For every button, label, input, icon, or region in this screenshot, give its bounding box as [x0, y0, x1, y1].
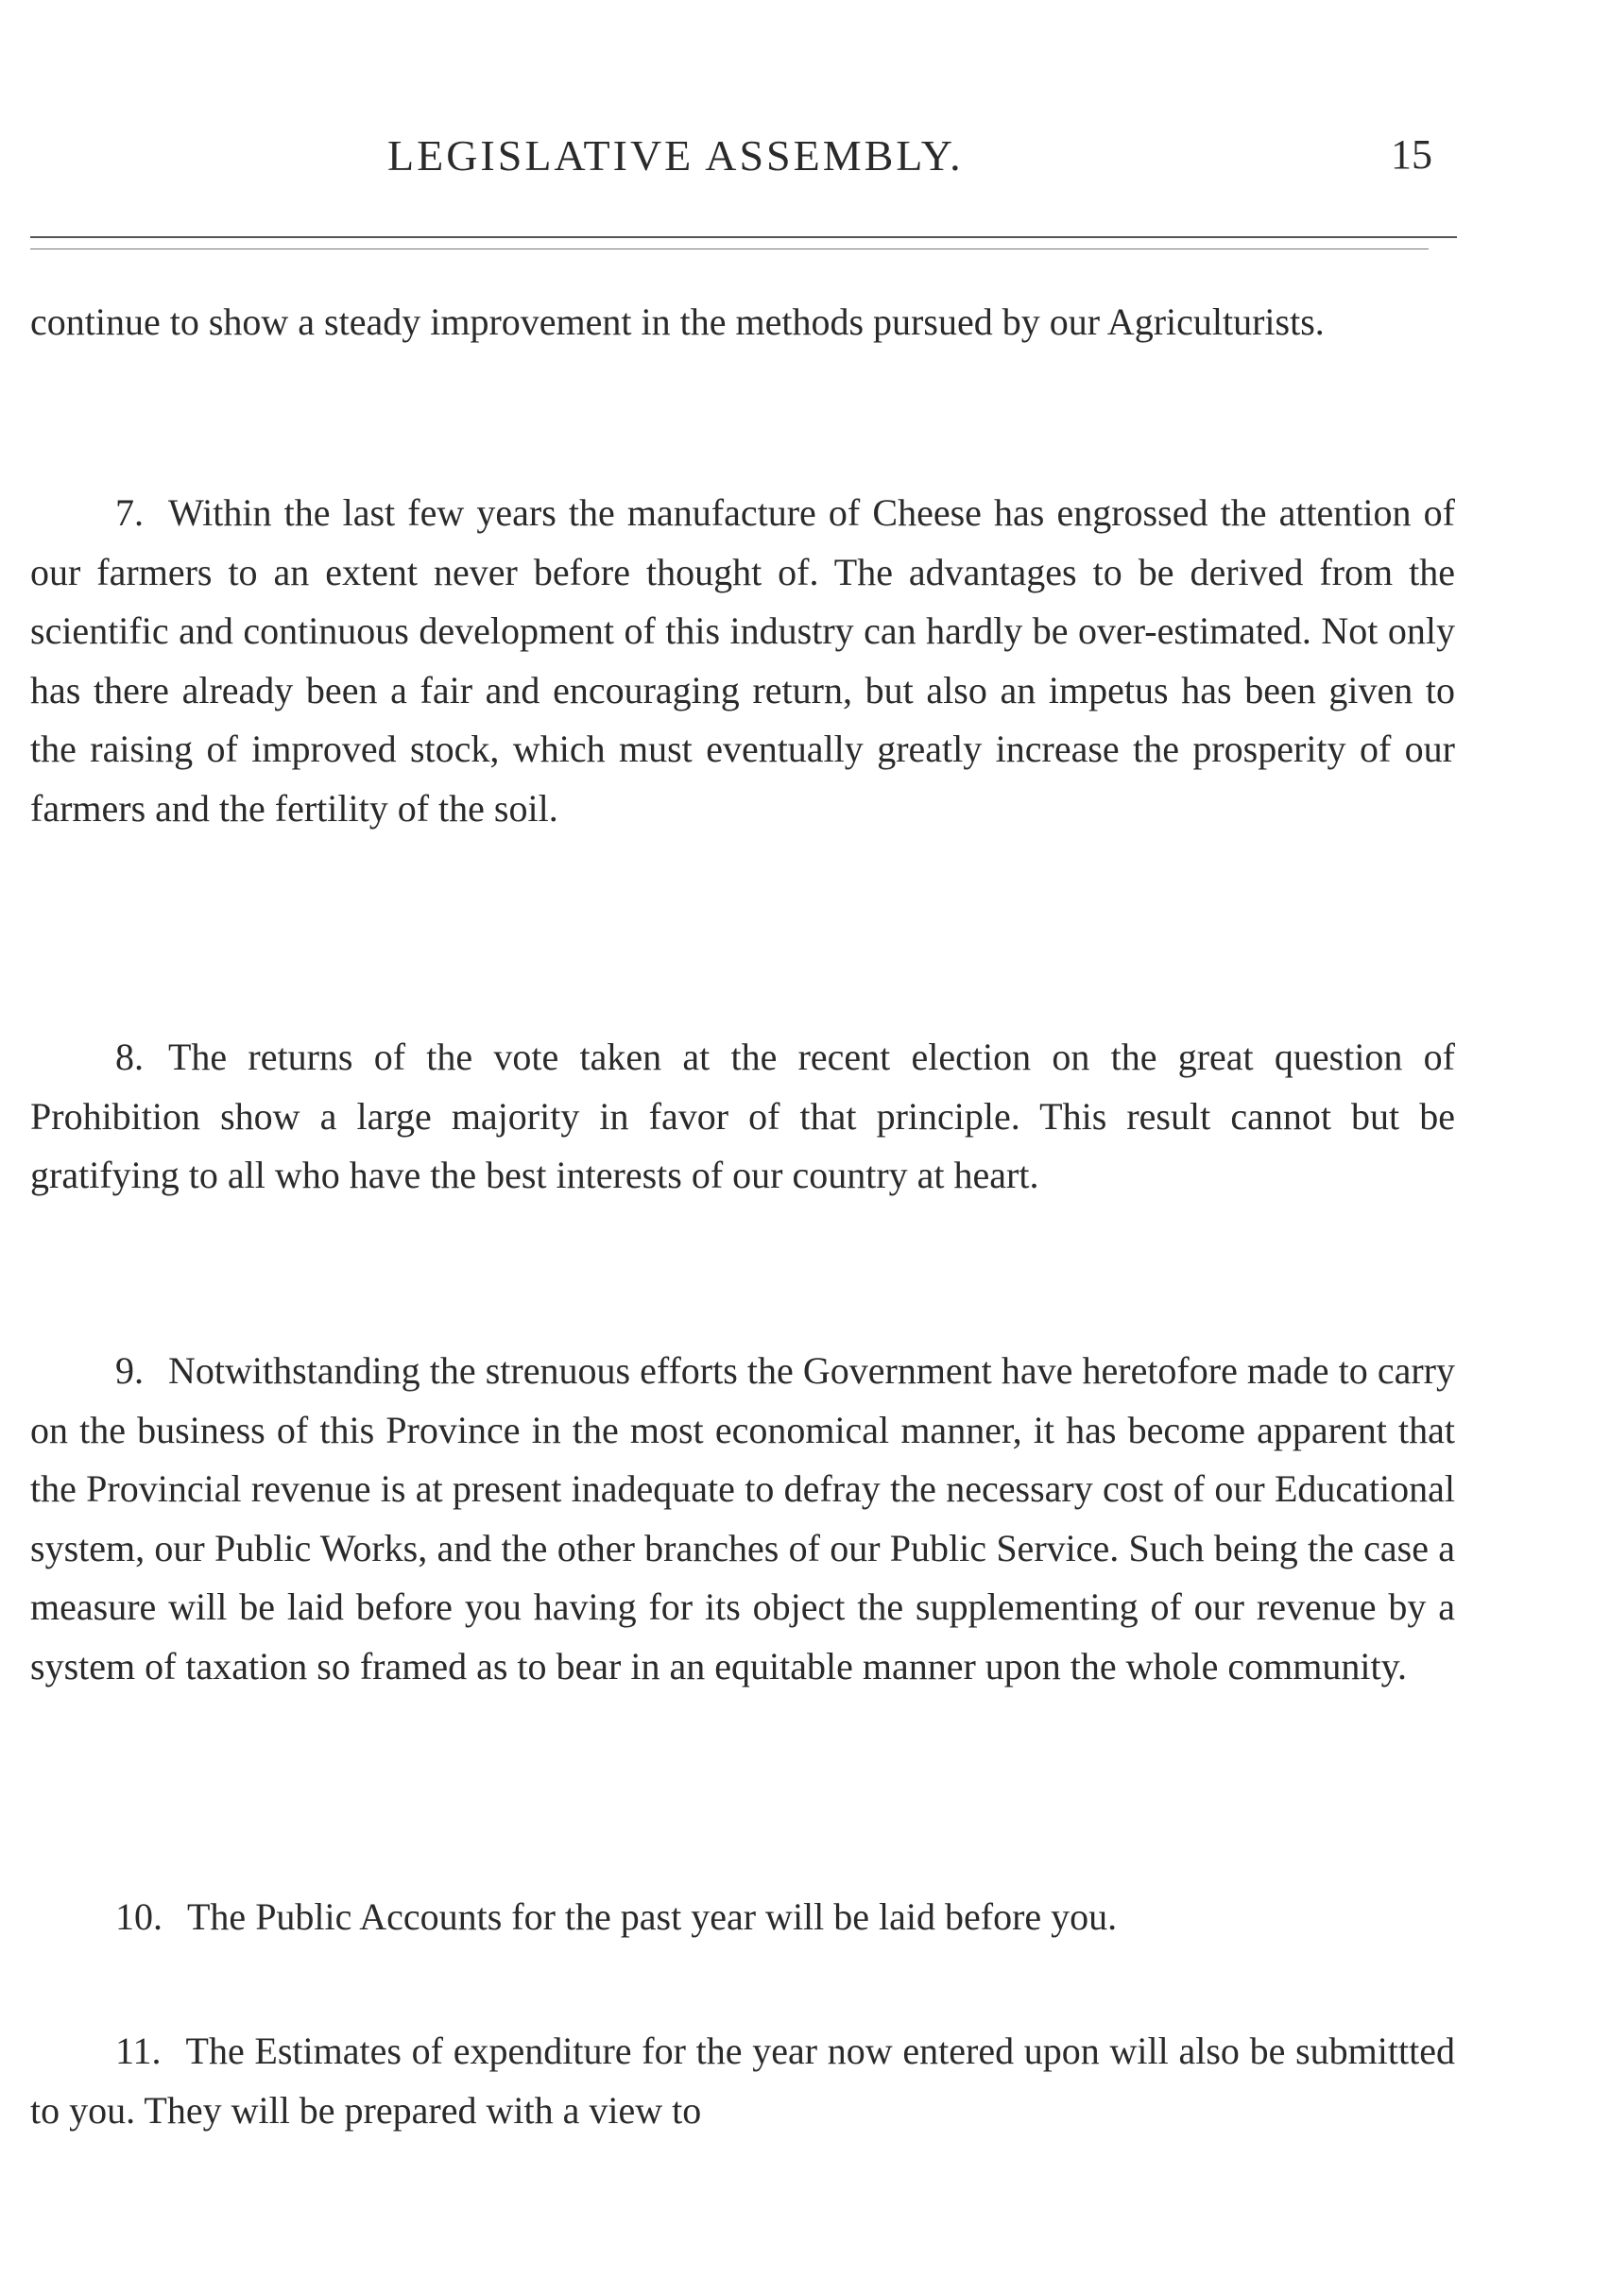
paragraph-number: 11. — [115, 2030, 162, 2072]
page-header — [0, 130, 1610, 187]
paragraph-8 — [30, 1028, 1455, 1206]
paragraph-continued — [30, 293, 1455, 352]
paragraph-text: continue to show a steady improvement in the methods pursued by our Agriculturists. — [30, 300, 1325, 343]
paragraph-number: 8. — [115, 1036, 144, 1078]
page-number: 15 — [1391, 131, 1432, 178]
paragraph-text: The returns of the vote taken at the recent election on the great question of Prohibition show a large majority in favor of that principle. This result cannot but be gratifying to all who have the best interests of our country at heart. — [30, 1036, 1455, 1196]
paragraph-10 — [30, 1888, 1455, 1947]
paragraph-text: The Public Accounts for the past year will be laid before you. — [187, 1895, 1118, 1938]
paragraph-number: 9. — [115, 1349, 144, 1392]
paragraph-number: 7. — [115, 491, 144, 534]
header-rule-top — [30, 236, 1457, 238]
paragraph-text: The Estimates of expenditure for the year now entered upon will also be submittted to you. They will be prepared with a view to — [30, 2030, 1455, 2132]
paragraph-7 — [30, 484, 1455, 838]
header-rule-bottom — [30, 248, 1429, 249]
paragraph-number: 10. — [115, 1895, 163, 1938]
paragraph-text: Notwithstanding the strenuous efforts the Government have heretofore made to carry on the business of this Province in the most economical manner, it has become apparent that the Provincial revenue is at present inadequate to defray the necessary cost of our Educational system, our Public Works, and the other branches of our Public Service. Such being the case a measure will be laid before you having for its object the supplementing of our revenue by a system of taxation so framed as to bear in an equitable manner upon the whole community. — [30, 1349, 1455, 1688]
paragraph-9 — [30, 1342, 1455, 1696]
paragraph-text: Within the last few years the manufacture of Cheese has engrossed the attention of our farmers to an extent never before thought of. The advantages to be derived from the scientific and continuous development of this industry can hardly be over-estimated. Not only has there already been a fair and encouraging return, but also an impetus has been given to the raising of improved stock, which must eventually greatly increase the prosperity of our farmers and the fertility of the soil. — [30, 491, 1455, 830]
running-head: LEGISLATIVE ASSEMBLY. — [387, 131, 964, 180]
paragraph-11 — [30, 2022, 1455, 2140]
